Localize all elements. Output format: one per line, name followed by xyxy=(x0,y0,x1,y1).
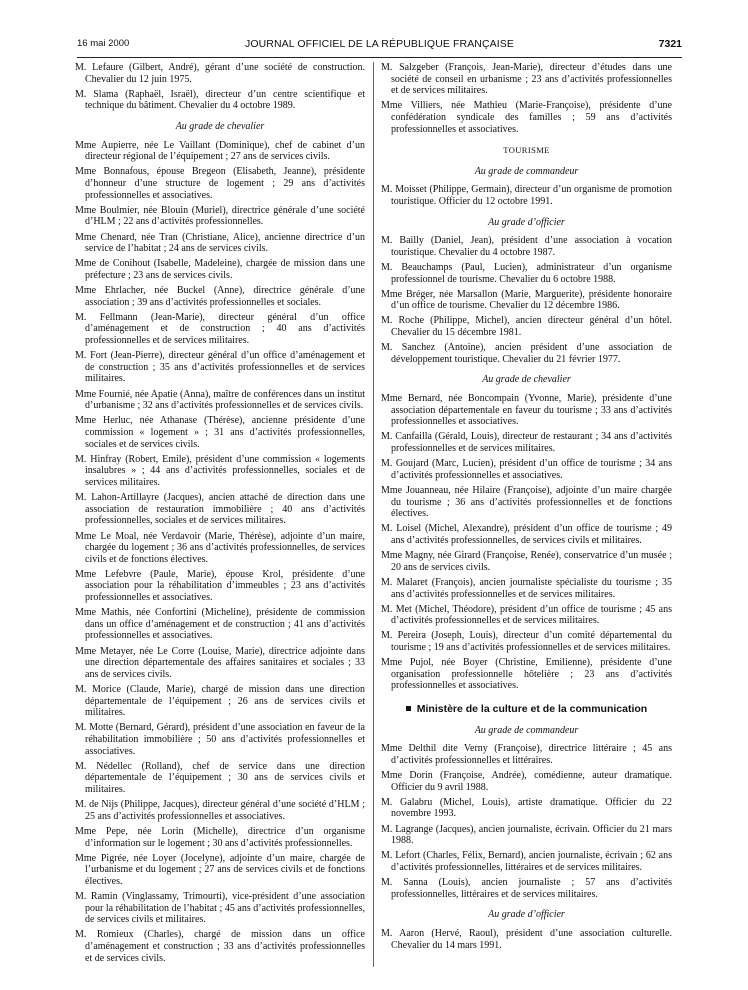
award-entry xyxy=(75,761,365,796)
text: M. Lagrange (Jacques), ancien journaliste, écrivain. Officier du 21 mars 1988. xyxy=(381,823,672,847)
left-column xyxy=(75,62,365,968)
text: Mme Metayer, née Le Corre (Louise, Marie), directrice adjointe dans une direction départementale des affaires sanitaires et sociales ; 33 ans de services civils. xyxy=(75,645,365,680)
text: Mme Dorin (Françoise, Andrée), comédienne, auteur dramatique. Officier du 9 avril 1988. xyxy=(381,770,672,793)
award-entry xyxy=(75,569,365,604)
award-entry xyxy=(75,607,365,642)
grade-heading xyxy=(381,909,672,921)
award-entry xyxy=(381,604,672,627)
page-number: 7321 xyxy=(658,38,682,50)
text: M. Goujard (Marc, Lucien), président d’un office de tourisme ; 34 ans d’activités professionnelles et associatives. xyxy=(381,458,672,481)
text: Mme Ehrlacher, née Buckel (Anne), directrice générale d’une association ; 39 ans d’activités professionnelles et sociales. xyxy=(75,285,365,308)
column-divider xyxy=(373,62,374,967)
award-entry xyxy=(381,262,672,285)
text: M. Roche (Philippe, Michel), ancien directeur général d’un hôtel. Chevalier du 15 décembre 1981. xyxy=(381,315,672,339)
text: M. Nédellec (Rolland), chef de service dans une direction départementale de l’équipement ; 30 ans de services civils et militaires. xyxy=(75,760,365,795)
text: Mme Fournié, née Apatie (Anna), maître de conférences dans un institut d’urbanisme ; 32 ans d’activités professionnelles et de services civils. xyxy=(75,388,365,412)
award-entry xyxy=(75,232,365,255)
text: M. Motte (Bernard, Gérard), président d’une association en faveur de la réhabilitation immobilière ; 50 ans d’activités professionnelles et associatives. xyxy=(75,722,365,757)
text: M. Morice (Claude, Marie), chargé de mission dans une direction départementale de l’équipement ; 26 ans de services civils et militaires. xyxy=(75,684,365,719)
award-entry xyxy=(381,315,672,338)
ministry-heading xyxy=(381,704,672,716)
text: M. Moisset (Philippe, Germain), directeur d’un organisme de promotion touristique. Officier du 12 octobre 1991. xyxy=(381,184,672,207)
award-entry xyxy=(75,853,365,888)
text: M. Fellmann (Jean-Marie), directeur général d’un office d’aménagement et de construction ; 40 ans d’activités professionnelles et de services militaires. xyxy=(75,311,365,347)
grade-heading xyxy=(381,374,672,386)
award-entry xyxy=(75,389,365,412)
text: Mme Le Moal, née Verdavoir (Marie, Thérèse), adjointe d’un maire, chargée du logement ; 36 ans d’activités professionnelles, de services civils et de fonctions électives. xyxy=(75,530,365,565)
text: Mme Herluc, née Athanase (Thérèse), ancienne présidente d’une commission « logement » ; 31 ans d’activités professionnelles, sociales et de services civils. xyxy=(75,415,365,450)
award-entry xyxy=(75,350,365,385)
header-rule xyxy=(77,57,682,58)
award-entry xyxy=(381,100,672,135)
text: Au grade de commandeur xyxy=(474,724,579,736)
award-entry xyxy=(381,743,672,766)
award-entry xyxy=(75,89,365,112)
text: M. Beauchamps (Paul, Lucien), administrateur d’un organisme professionnel de tourisme. Chevalier du 6 octobre 1988. xyxy=(381,261,672,285)
award-entry xyxy=(75,285,365,308)
award-entry xyxy=(381,797,672,820)
award-entry xyxy=(381,458,672,481)
journal-title: JOURNAL OFFICIEL DE LA RÉPUBLIQUE FRANÇAISE xyxy=(245,38,514,50)
award-entry xyxy=(381,630,672,653)
grade-heading xyxy=(381,725,672,737)
award-entry xyxy=(381,550,672,573)
award-entry xyxy=(381,770,672,793)
award-entry xyxy=(381,577,672,600)
text: Mme Jouanneau, née Hilaire (Françoise), adjointe d’un maire chargée du tourisme ; 36 ans d’activités professionnelles et de fonctions électives. xyxy=(381,484,672,520)
grade-heading xyxy=(381,166,672,178)
award-entry xyxy=(381,523,672,546)
text: M. Malaret (François), ancien journaliste spécialiste du tourisme ; 35 ans d’activités professionnelles et de services militaires. xyxy=(381,576,672,600)
text: Mme Delthil dite Verny (Françoise), directrice littéraire ; 45 ans d’activités professionnelles et littéraires. xyxy=(381,743,672,766)
award-entry xyxy=(381,289,672,312)
text: M. Lahon-Artillayre (Jacques), ancien attaché de direction dans une association de restauration immobilière ; 40 ans d’activités professionnelles, sociales et de services militaires. xyxy=(75,492,365,527)
text: Au grade d’officier xyxy=(488,216,565,228)
award-entry xyxy=(75,205,365,228)
award-entry xyxy=(75,492,365,527)
award-entry xyxy=(381,342,672,365)
text: Mme Pigrée, née Loyer (Jocelyne), adjointe d’un maire, chargée de l’urbanisme et du logement ; 27 ans de services civils et de fonctions électives. xyxy=(75,852,365,887)
award-entry xyxy=(75,929,365,964)
award-entry xyxy=(75,258,365,281)
text: M. Fort (Jean-Pierre), directeur général d’un office d’aménagement et de construction ; 35 ans d’activités professionnelles et de services militaires. xyxy=(75,350,365,385)
text: M. de Nijs (Philippe, Jacques), directeur général d’une société d’HLM ; 25 ans d’activités professionnelles et associatives. xyxy=(75,799,365,822)
award-entry xyxy=(381,184,672,207)
award-entry xyxy=(381,850,672,873)
section-heading xyxy=(381,145,672,157)
grade-heading xyxy=(75,121,365,133)
award-entry xyxy=(75,140,365,163)
text: M. Met (Michel, Théodore), président d’un office de tourisme ; 45 ans d’activités professionnelles et de services militaires. xyxy=(381,603,672,627)
text: Mme Magny, née Girard (Françoise, Renée), conservatrice d’un musée ; 20 ans de services civils. xyxy=(381,550,672,573)
text: Mme Pepe, née Lorin (Michelle), directrice d’un organisme d’information sur le logement ; 30 ans d’activités professionnelles. xyxy=(75,825,365,849)
text: M. Pereira (Joseph, Louis), directeur d’un comité départemental du tourisme ; 19 ans d’activités professionnelles et de services militaires. xyxy=(381,630,672,654)
award-entry xyxy=(75,891,365,926)
award-entry xyxy=(381,431,672,454)
award-entry xyxy=(75,684,365,719)
text: M. Salzgeber (François, Jean-Marie), directeur d’études dans une société de conseil en urbanisme ; 23 ans d’activités professionnelles et de services militaires. xyxy=(381,62,672,97)
award-entry xyxy=(75,826,365,849)
text: Ministère de la culture et de la communication xyxy=(416,703,648,716)
text: Mme Pujol, née Boyer (Christine, Emilienne), présidente d’une organisation professionnelle hôtelière ; 23 ans d’activités professionnelles et associatives. xyxy=(381,657,672,692)
award-entry xyxy=(75,454,365,489)
text: TOURISME xyxy=(503,145,550,156)
bullet-square-icon xyxy=(406,706,411,711)
page-header xyxy=(77,38,682,54)
text: M. Aaron (Hervé, Raoul), président d’une association culturelle. Chevalier du 14 mars 1991. xyxy=(381,927,672,951)
issue-date: 16 mai 2000 xyxy=(77,38,130,49)
award-entry xyxy=(75,415,365,450)
text: Au grade de commandeur xyxy=(474,165,579,177)
text: M. Ramin (Vinglassamy, Trimourti), vice-président d’une association pour la réhabilitation de l’habitat ; 45 ans d’activités professionnelles, de services civils et militaires. xyxy=(75,891,365,926)
award-entry xyxy=(381,824,672,847)
text: Au grade de chevalier xyxy=(482,374,571,386)
award-entry xyxy=(75,62,365,85)
award-entry xyxy=(75,166,365,201)
text: Mme Chenard, née Tran (Christiane, Alice), ancienne directrice d’un service de l’habitat ; 24 ans de services civils. xyxy=(75,231,365,255)
text: M. Galabru (Michel, Louis), artiste dramatique. Officier du 22 novembre 1993. xyxy=(381,796,672,820)
text: M. Hinfray (Robert, Emile), président d’une commission « logements insalubres » ; 44 ans d’activités professionnelles, sociales et de services militaires. xyxy=(75,453,365,488)
text: M. Lefort (Charles, Félix, Bernard), ancien journaliste, écrivain ; 62 ans d’activités professionnelles, littéraires et de services militaires. xyxy=(381,850,672,873)
text: Mme Boulmier, née Blouin (Muriel), directrice générale d’une société d’HLM ; 22 ans d’activités professionnelles. xyxy=(75,204,365,228)
right-column xyxy=(381,62,672,955)
text: Mme Aupierre, née Le Vaillant (Dominique), chef de cabinet d’un directeur régional de l’équipement ; 27 ans de services civils. xyxy=(75,139,365,163)
award-entry xyxy=(75,646,365,681)
award-entry xyxy=(381,235,672,258)
text: M. Sanna (Louis), ancien journaliste ; 57 ans d’activités professionnelles, littéraires et de services militaires. xyxy=(381,877,672,900)
text: Mme Lefebvre (Paule, Marie), épouse Krol, présidente d’une association pour la réhabilitation d’immeubles ; 23 ans d’activités professionnelles et associatives. xyxy=(75,568,365,604)
award-entry xyxy=(75,312,365,347)
award-entry xyxy=(381,657,672,692)
award-entry xyxy=(381,877,672,900)
grade-heading xyxy=(381,217,672,229)
text: Au grade d’officier xyxy=(488,909,565,921)
award-entry xyxy=(75,722,365,757)
award-entry xyxy=(381,393,672,428)
award-entry xyxy=(381,928,672,951)
text: M. Slama (Raphaël, Israël), directeur d’un centre scientifique et technique du bâtiment. Chevalier du 4 octobre 1989. xyxy=(75,88,365,112)
award-entry xyxy=(381,485,672,520)
text: Mme Bréger, née Marsallon (Marie, Marguerite), présidente honoraire d’un office de tourisme. Chevalier du 12 décembre 1986. xyxy=(381,288,672,312)
text: Mme Villiers, née Mathieu (Marie-Françoise), présidente d’une confédération syndicale des familles ; 59 ans d’activités professionnelles et associatives. xyxy=(381,100,672,135)
text: Mme Bernard, née Boncompain (Yvonne, Marie), présidente d’une association départementale en faveur du tourisme ; 33 ans d’activités professionnelles et associatives. xyxy=(381,393,672,428)
award-entry xyxy=(381,62,672,97)
text: M. Romieux (Charles), chargé de mission dans un office d’aménagement et construction ; 33 ans d’activités professionnelles et de services civils. xyxy=(75,929,365,964)
text: Mme de Conihout (Isabelle, Madeleine), chargée de mission dans une préfecture ; 23 ans de services civils. xyxy=(75,258,365,281)
text: M. Canfailla (Gérald, Louis), directeur de restaurant ; 34 ans d’activités professionnelles et de services militaires. xyxy=(381,431,672,454)
award-entry xyxy=(75,799,365,822)
text: M. Sanchez (Antoine), ancien président d’une association de développement touristique. Chevalier du 21 février 1977. xyxy=(381,342,672,365)
award-entry xyxy=(75,531,365,566)
text: M. Bailly (Daniel, Jean), président d’une association à vocation touristique. Chevalier du 4 octobre 1987. xyxy=(381,235,672,258)
text: Mme Mathis, née Confortini (Micheline), présidente de commission dans un office d’aménagement et de construction ; 41 ans d’activités professionnelles et associatives. xyxy=(75,607,365,642)
text: Au grade de chevalier xyxy=(175,120,265,132)
text: M. Loisel (Michel, Alexandre), président d’un office de tourisme ; 49 ans d’activités professionnelles, de services civils et militaires. xyxy=(381,523,672,546)
text: M. Lefaure (Gilbert, André), gérant d’une société de construction. Chevalier du 12 juin 1975. xyxy=(75,62,365,85)
text: Mme Bonnafous, épouse Bregeon (Elisabeth, Jeanne), présidente d’honneur d’une structure de logement ; 29 ans d’activités professionnelles et associatives. xyxy=(75,166,365,201)
